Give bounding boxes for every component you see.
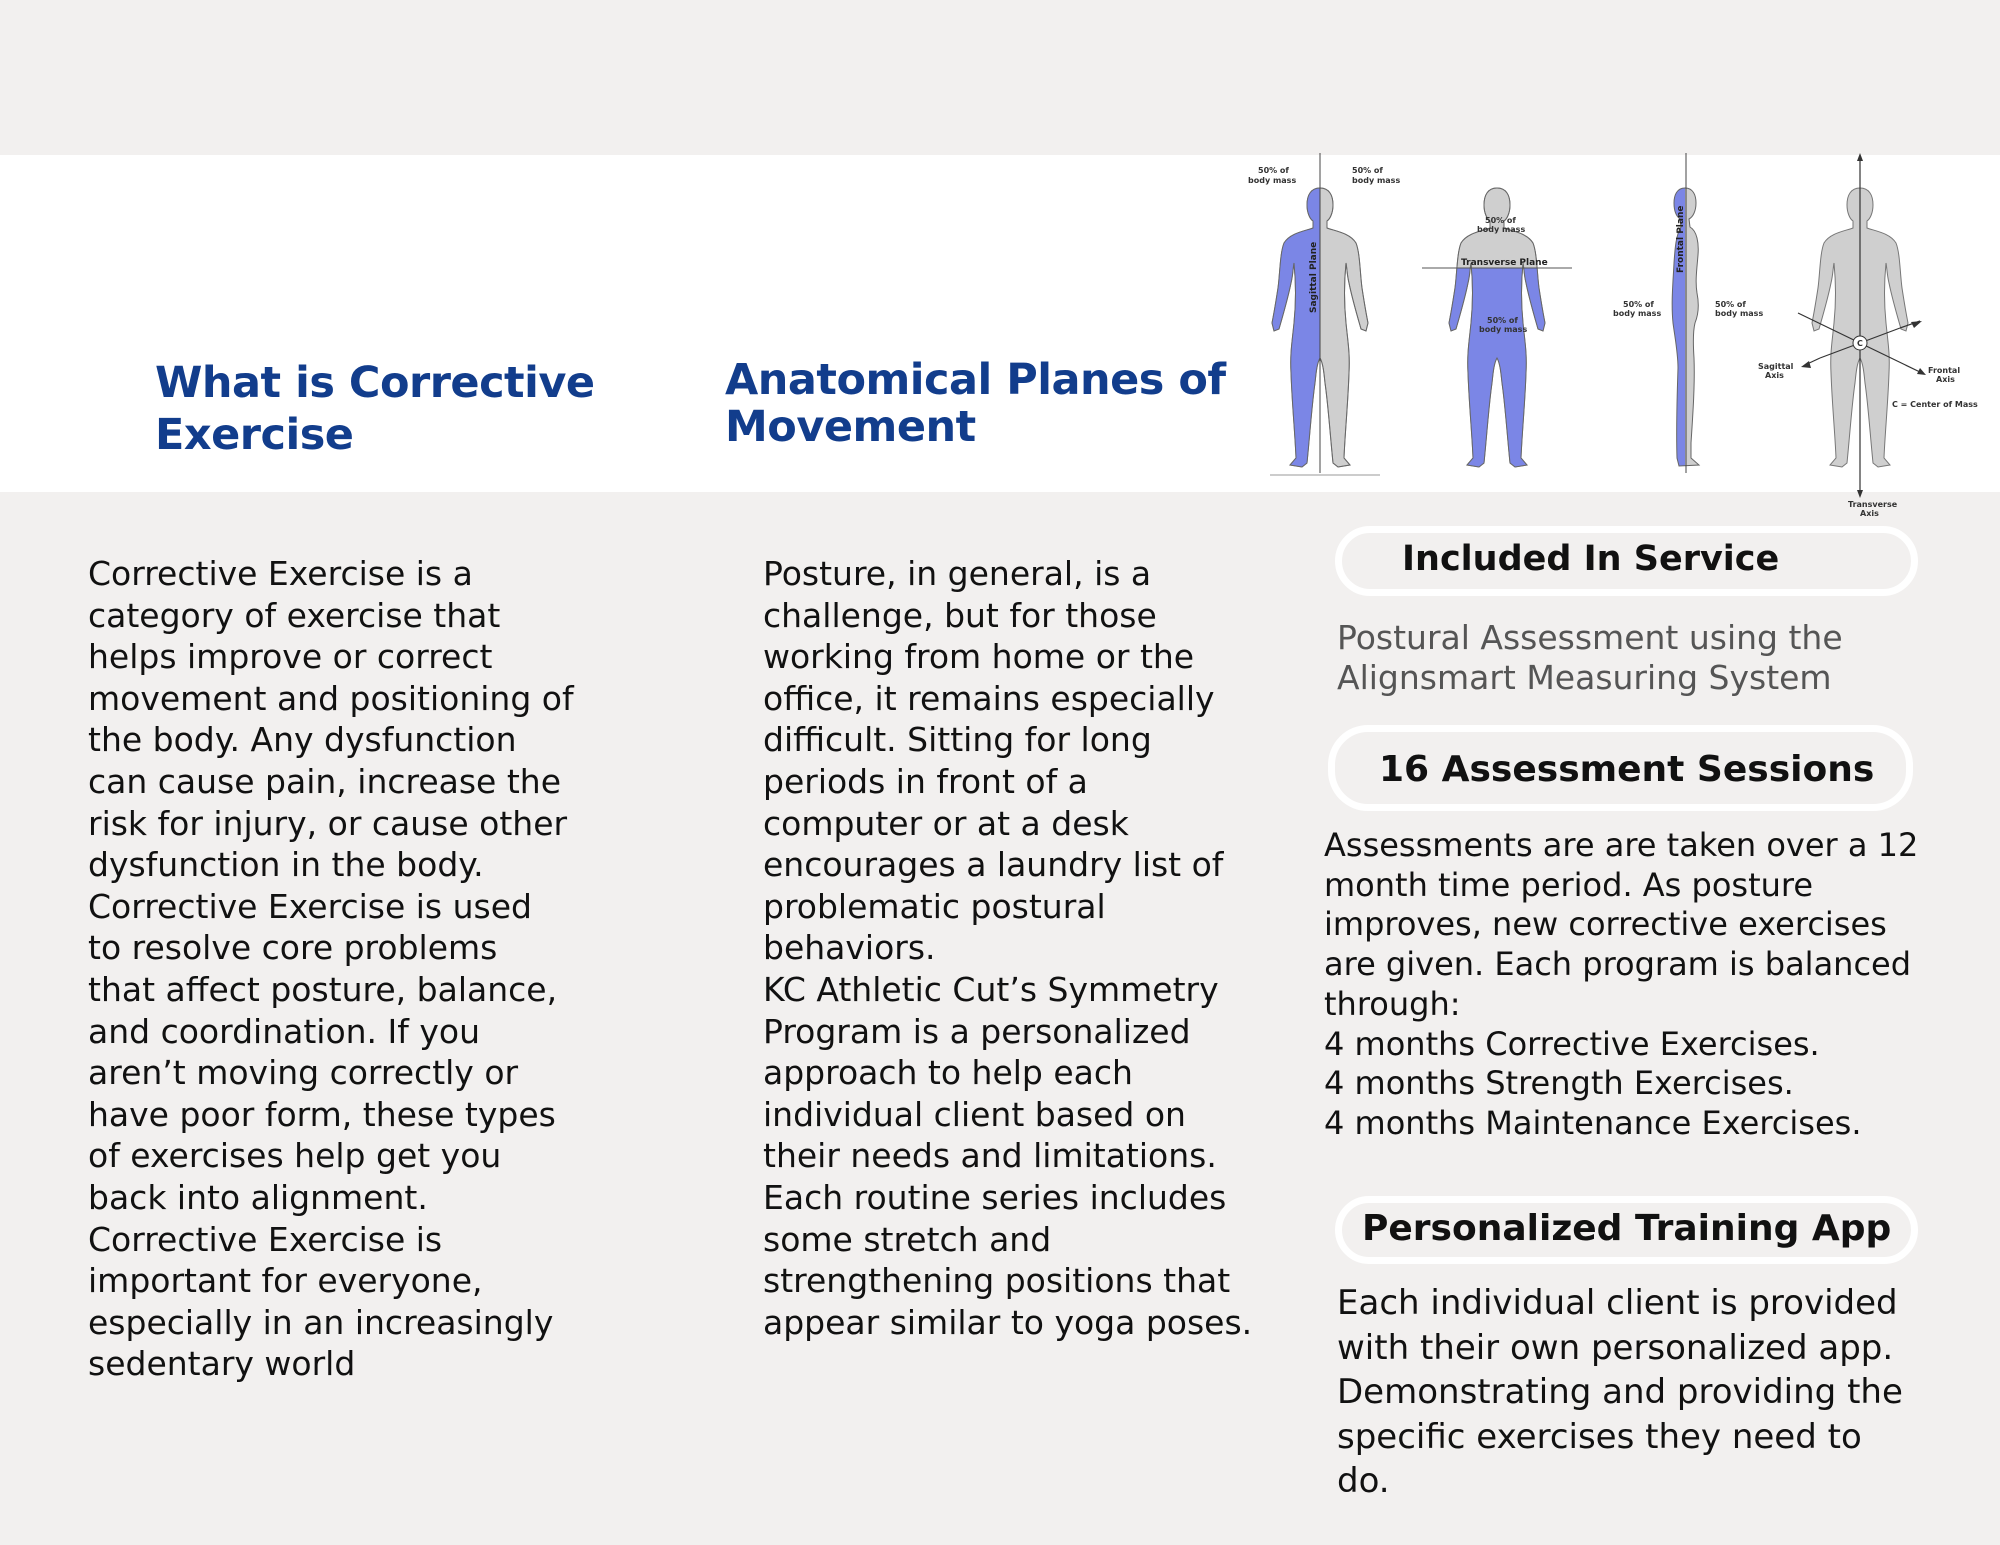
svg-text:body mass: body mass [1352, 176, 1401, 185]
svg-text:50% of: 50% of [1485, 216, 1516, 225]
svg-text:Transverse: Transverse [1848, 500, 1898, 509]
svg-text:C: C [1857, 339, 1863, 348]
figure-sagittal-plane [1248, 153, 1400, 475]
svg-text:Axis: Axis [1765, 371, 1784, 380]
svg-text:50% of: 50% of [1352, 166, 1383, 175]
training-app-pill [1335, 1196, 1918, 1264]
assessment-sessions-title: 16 Assessment Sessions [1379, 749, 1875, 790]
svg-text:50% of: 50% of [1715, 300, 1746, 309]
figure-frontal-plane [1613, 153, 1763, 473]
corrective-exercise-text: Corrective Exercise is a category of exercise that helps improve or correct movement and positioning of the body. Any dysfunction can cause pain, increase the risk for injury, or cause other dysfunction in the body. Corrective Exercise is used to resolve core problems that affect posture, balance, and coordination. If you aren’t moving correctly or have poor form, these types of exercises help get you back into alignment. Corrective Exercise is important for everyone, especially in an increasingly sedentary world [88, 554, 574, 1384]
svg-text:body mass: body mass [1715, 309, 1764, 318]
svg-text:C = Center of Mass: C = Center of Mass [1892, 400, 1978, 409]
included-in-service-title: Included In Service [1402, 539, 1780, 579]
svg-text:Axis: Axis [1860, 509, 1879, 518]
svg-text:body mass: body mass [1248, 176, 1297, 185]
svg-text:Axis: Axis [1936, 375, 1955, 384]
included-in-service-pill [1335, 526, 1918, 596]
figure-body-axes [1758, 153, 1978, 518]
anatomical-planes-heading: Anatomical Planes of Movement [725, 355, 1226, 452]
assessment-sessions-text: Assessments are are taken over a 12 month time period. As posture improves, new corrective exercises are given. Each program is balanced through: 4 months Corrective Exercises. 4 months Strength Exercises. 4 months Maintenance Exercises. [1324, 826, 1919, 1142]
svg-text:Sagittal Plane: Sagittal Plane [1309, 241, 1319, 313]
assessment-sessions-pill [1328, 725, 1913, 811]
figure-transverse-plane [1422, 188, 1572, 467]
svg-text:Frontal: Frontal [1928, 366, 1961, 375]
svg-text:50% of: 50% of [1487, 316, 1518, 325]
included-in-service-text: Postural Assessment using the Alignsmart Measuring System [1337, 618, 1843, 697]
training-app-title: Personalized Training App [1362, 1208, 1892, 1249]
corrective-exercise-heading: What is Corrective Exercise [155, 358, 595, 460]
svg-text:50% of: 50% of [1258, 166, 1289, 175]
svg-text:Transverse Plane: Transverse Plane [1461, 258, 1548, 268]
training-app-text: Each individual client is provided with their own personalized app. Demonstrating and providing the specific exercises they need to do. [1337, 1283, 1903, 1501]
svg-text:50% of: 50% of [1623, 300, 1654, 309]
anatomical-planes-figure [1245, 155, 2000, 518]
svg-text:body mass: body mass [1479, 325, 1528, 334]
svg-text:Sagittal: Sagittal [1758, 362, 1794, 371]
svg-text:body mass: body mass [1613, 309, 1662, 318]
svg-text:Frontal Plane: Frontal Plane [1676, 205, 1686, 273]
anatomical-planes-text: Posture, in general, is a challenge, but for those working from home or the office, it remains especially difficult. Sitting for long periods in front of a computer or at a desk encourages a laundry list of problematic postural behaviors. KC Athletic Cut’s Symmetry Program is a personalized approach to help each individual client based on their needs and limitations. Each routine series includes some stretch and strengthening positions that appear similar to yoga poses. [763, 554, 1253, 1342]
svg-text:body mass: body mass [1477, 225, 1526, 234]
